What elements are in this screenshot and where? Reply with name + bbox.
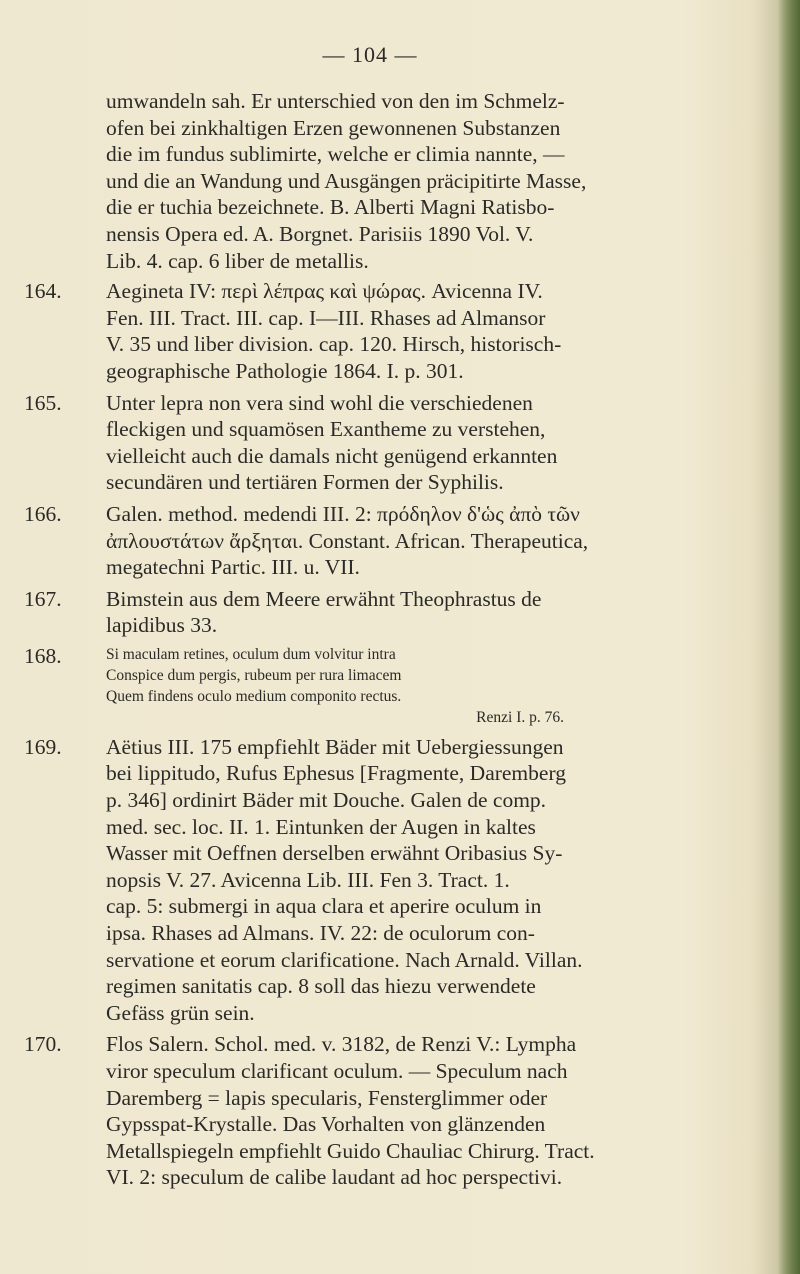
note-169 (24, 734, 716, 1027)
text-line: lapidibus 33. (106, 613, 218, 638)
binding-edge-shadow (778, 0, 800, 1274)
text-line: med. sec. loc. II. 1. Eintunken der Augen in kaltes (106, 814, 536, 839)
text-line: Aegineta IV: περὶ λέπρας καὶ ψώρας. Avicenna IV. (106, 279, 543, 304)
text-line: cap. 5: submergi in aqua clara et aperire oculum in (106, 894, 542, 919)
text-line: Lib. 4. cap. 6 liber de metallis. (106, 248, 369, 273)
text-line: servatione et eorum clarificatione. Nach Arnald. Villan. (106, 947, 583, 972)
text-line: Fen. III. Tract. III. cap. I—III. Rhases ad Almansor (106, 305, 546, 330)
text-line: Unter lepra non vera sind wohl die verschiedenen (106, 390, 533, 415)
text-line: Wasser mit Oeffnen derselben erwähnt Oribasius Sy- (106, 841, 563, 866)
note-number: 168. (24, 643, 62, 668)
text-line: nopsis V. 27. Avicenna Lib. III. Fen 3. Tract. 1. (106, 867, 510, 892)
text-line: bei lippitudo, Rufus Ephesus [Fragmente, Daremberg (106, 761, 566, 786)
body-text (24, 88, 716, 1196)
text-line: und die an Wandung und Ausgängen präcipitirte Masse, (106, 168, 587, 193)
note-165 (24, 390, 716, 496)
text-line: regimen sanitatis cap. 8 soll das hiezu verwendete (106, 974, 536, 999)
verse-line: Si maculam retines, oculum dum volvitur intra (106, 645, 396, 663)
text-line: VI. 2: speculum de calibe laudant ad hoc perspectivi. (106, 1165, 563, 1190)
text-line: ἀπλουστάτων ἄρξηται. Constant. African. Therapeutica, (106, 528, 589, 553)
text-line: fleckigen und squamösen Exantheme zu verstehen, (106, 417, 546, 442)
text-line: viror speculum clarificant oculum. — Speculum nach (106, 1059, 568, 1083)
text-line: Gefäss grün sein. (106, 1000, 255, 1025)
page-number: — 104 — (322, 42, 418, 67)
note-170 (24, 1031, 716, 1191)
text-line: p. 346] ordinirt Bäder mit Douche. Galen de comp. (106, 788, 547, 813)
note-number: 169. (24, 734, 62, 759)
note-164 (24, 278, 716, 384)
note-167 (24, 586, 716, 639)
text-line: Daremberg = lapis specularis, Fensterglimmer oder (106, 1085, 548, 1110)
text-line: Galen. method. medendi III. 2: πρόδηλον δ'ὡς ἀπὸ τῶν (106, 501, 580, 526)
text-line: megatechni Partic. III. u. VII. (106, 555, 360, 580)
text-line: Bimstein aus dem Meere erwähnt Theophrastus de (106, 586, 542, 611)
note-number: 165. (24, 390, 62, 415)
verse-line: Quem findens oculo medium componito rectus. (106, 687, 402, 705)
intro-paragraph (106, 88, 716, 274)
text-line: Metallspiegeln empfiehlt Guido Chauliac Chirurg. Tract. (106, 1138, 595, 1163)
text-line: vielleicht auch die damals nicht genügend erkannten (106, 443, 558, 468)
text-line: Gypsspat-Krystalle. Das Vorhalten von glänzenden (106, 1112, 546, 1137)
text-line: die er tuchia bezeichnete. B. Alberti Magni Ratisbo- (106, 195, 555, 220)
note-168-verse (24, 643, 716, 728)
text-line: die im fundus sublimirte, welche er climia nannte, — (106, 142, 565, 167)
note-number: 166. (24, 501, 62, 526)
verse-line: Conspice dum pergis, rubeum per rura limacem (106, 666, 402, 684)
text-line: nensis Opera ed. A. Borgnet. Parisiis 1890 Vol. V. (106, 221, 534, 246)
text-line: umwandeln sah. Er unterschied von den im Schmelz- (106, 89, 565, 113)
text-line: ipsa. Rhases ad Almans. IV. 22: de oculorum con- (106, 921, 535, 946)
note-number: 164. (24, 279, 62, 304)
text-line: secundären und tertiären Formen der Syphilis. (106, 470, 504, 495)
note-166 (24, 501, 716, 581)
note-number: 167. (24, 586, 62, 611)
note-number: 170. (24, 1032, 62, 1057)
verse-reference: Renzi I. p. 76. (476, 708, 564, 726)
text-line: V. 35 und liber division. cap. 120. Hirsch, historisch- (106, 332, 562, 357)
text-line: geographische Pathologie 1864. I. p. 301. (106, 358, 464, 383)
text-line: Aëtius III. 175 empfiehlt Bäder mit Uebergiessungen (106, 734, 564, 759)
text-line: Flos Salern. Schol. med. v. 3182, de Renzi V.: Lympha (106, 1032, 577, 1057)
text-line: ofen bei zinkhaltigen Erzen gewonnenen Substanzen (106, 115, 561, 140)
